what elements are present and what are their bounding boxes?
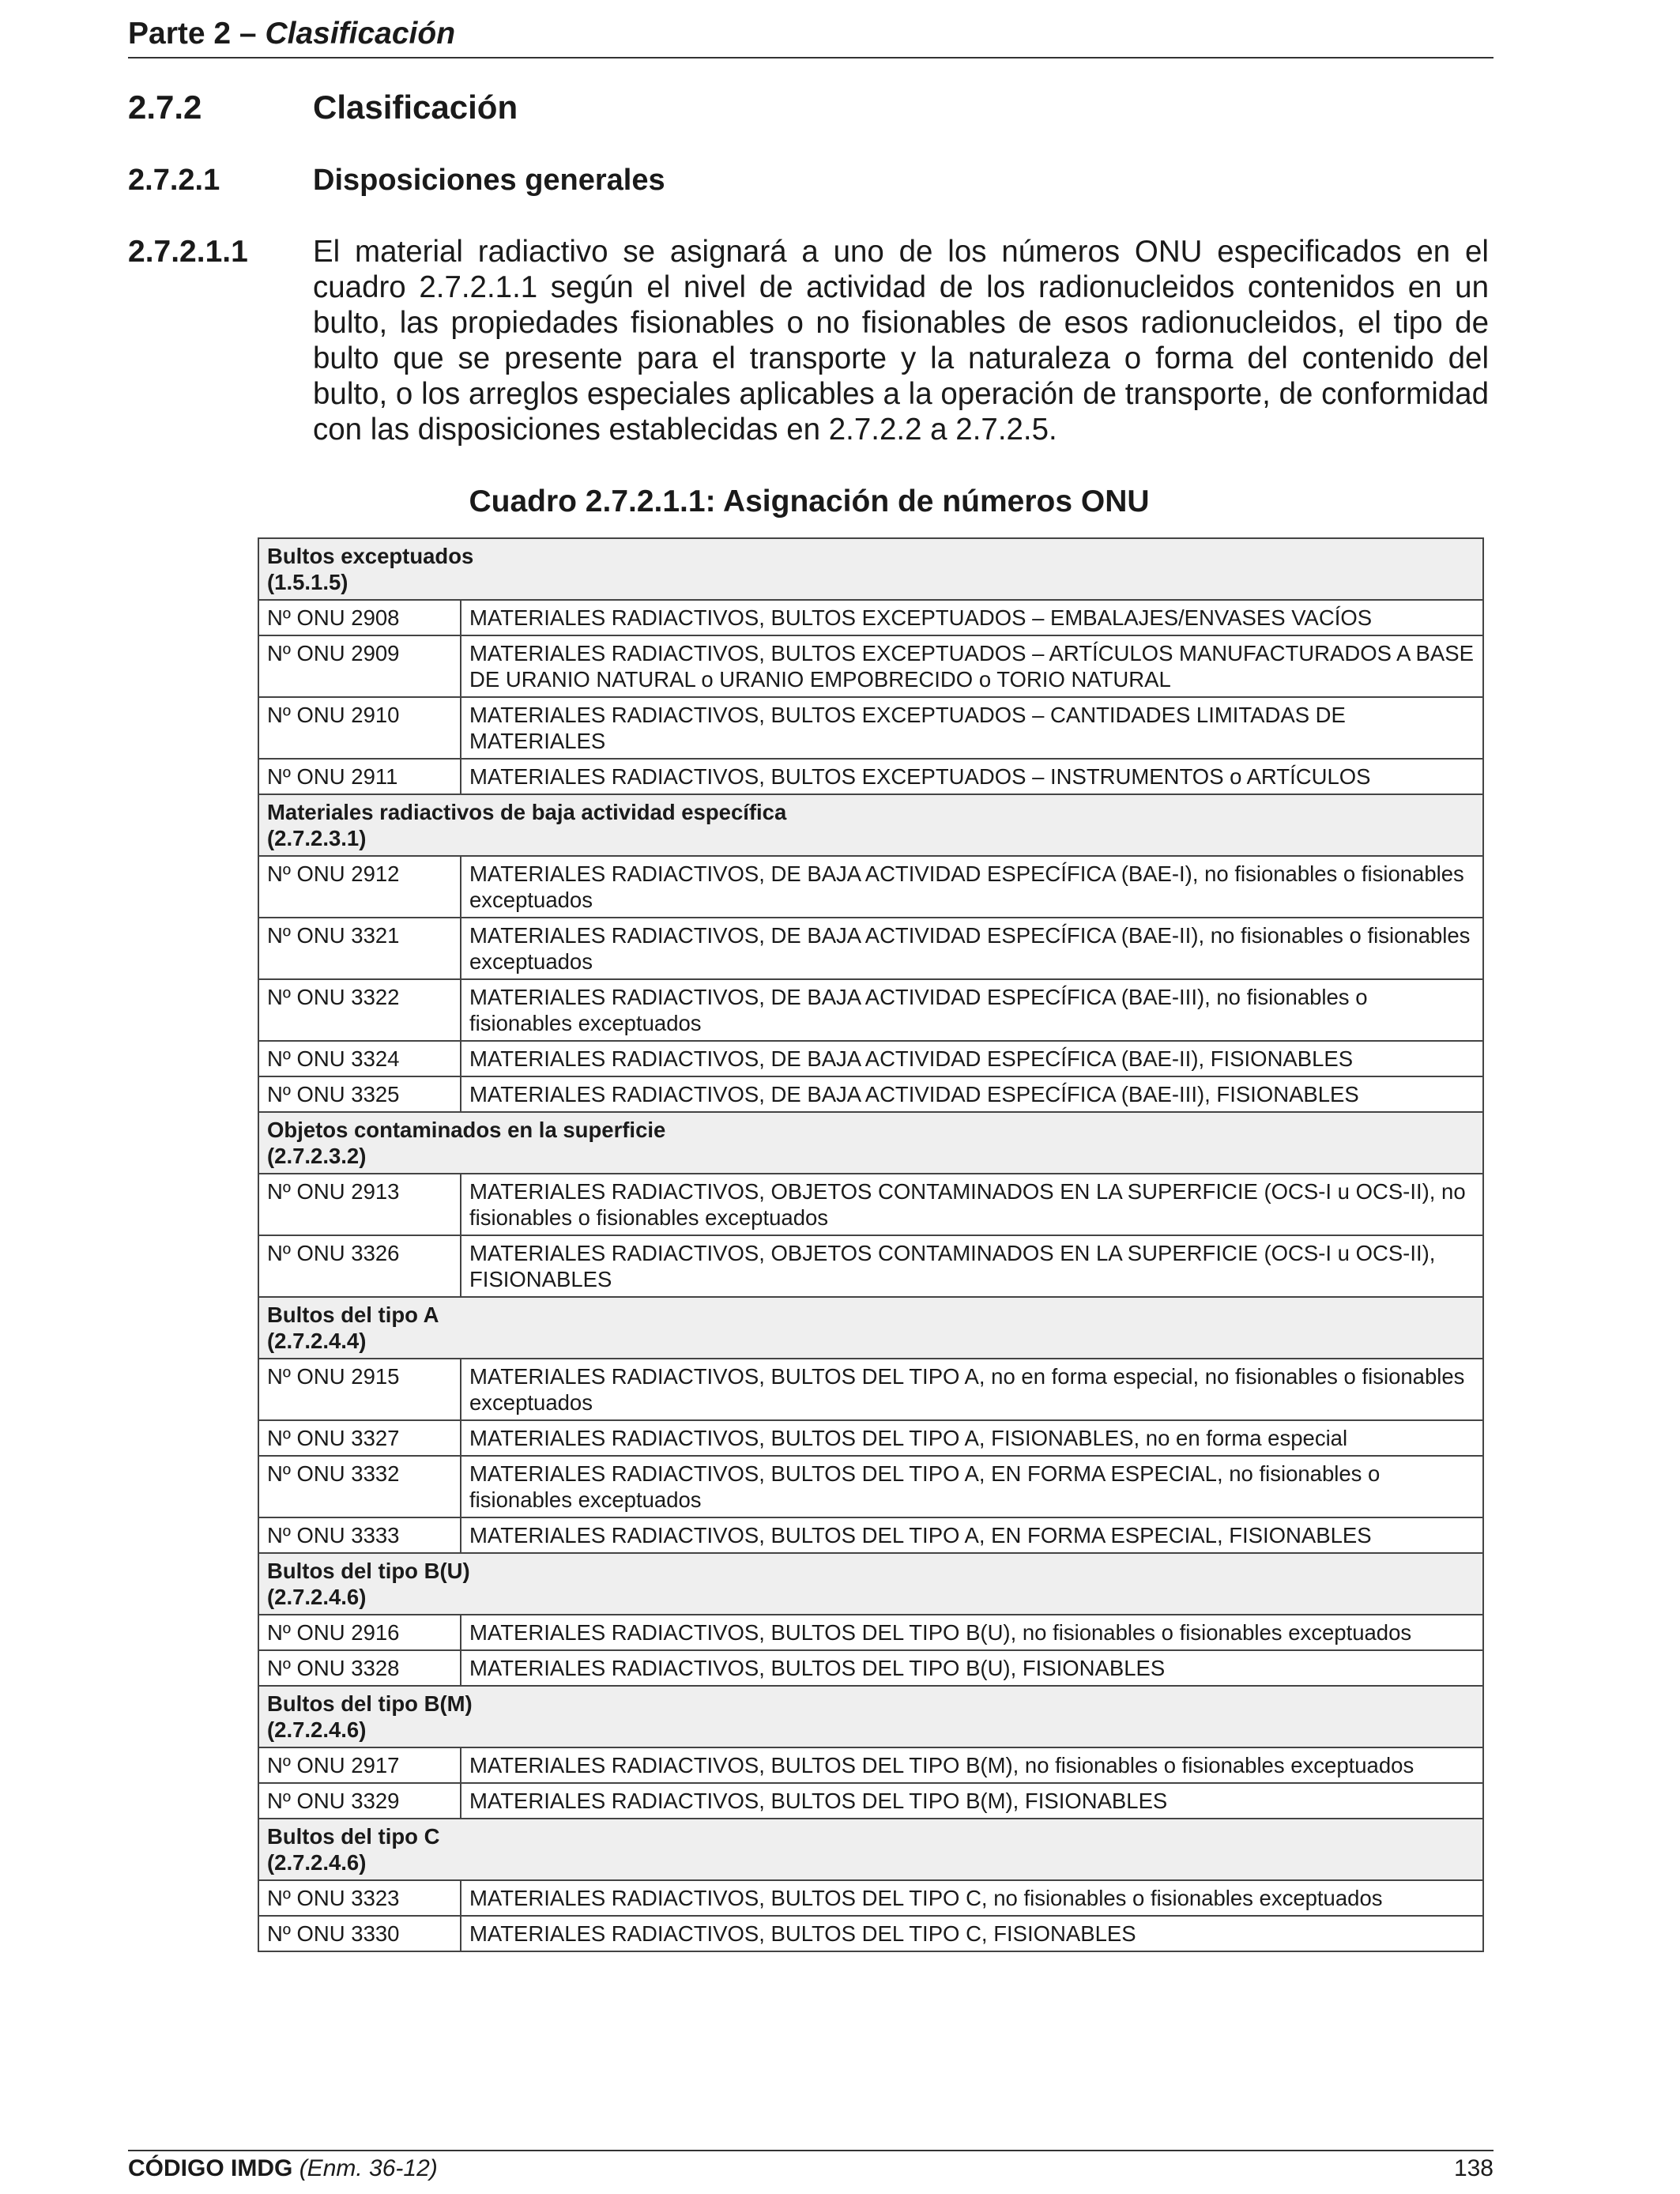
description-cell: MATERIALES RADIACTIVOS, BULTOS EXCEPTUADOS – EMBALAJES/ENVASES VACÍOS (461, 600, 1483, 635)
group-reference: (2.7.2.4.6) (267, 1717, 367, 1742)
running-footer (128, 2150, 1494, 2186)
header-part: Parte 2 – (128, 17, 266, 51)
description-cell: MATERIALES RADIACTIVOS, BULTOS DEL TIPO A, EN FORMA ESPECIAL, FISIONABLES (461, 1517, 1483, 1553)
description-cell: MATERIALES RADIACTIVOS, DE BAJA ACTIVIDAD ESPECÍFICA (BAE-II), no fisionables o fisionables exceptuados (461, 918, 1483, 979)
description-cell: MATERIALES RADIACTIVOS, BULTOS DEL TIPO A, FISIONABLES, no en forma especial (461, 1420, 1483, 1456)
group-heading-cell (258, 1112, 1483, 1174)
running-header (128, 14, 1494, 58)
table-row (258, 1747, 1483, 1783)
description-cell: MATERIALES RADIACTIVOS, DE BAJA ACTIVIDAD ESPECÍFICA (BAE-III), no fisionables o fisionables exceptuados (461, 979, 1483, 1041)
table-group-row (258, 794, 1483, 856)
group-heading-cell (258, 1819, 1483, 1880)
un-number-cell: Nº ONU 2915 (258, 1359, 461, 1420)
table-row (258, 1650, 1483, 1686)
group-heading-cell (258, 1553, 1483, 1615)
group-heading-cell (258, 538, 1483, 600)
table-group-row (258, 1819, 1483, 1880)
section-title: Clasificación (313, 89, 518, 126)
group-title: Bultos del tipo B(M) (267, 1691, 473, 1716)
group-title: Materiales radiactivos de baja actividad específica (267, 800, 787, 824)
description-cell: MATERIALES RADIACTIVOS, OBJETOS CONTAMINADOS EN LA SUPERFICIE (OCS-I u OCS-II), FISIONABLES (461, 1235, 1483, 1297)
description-cell: MATERIALES RADIACTIVOS, DE BAJA ACTIVIDAD ESPECÍFICA (BAE-I), no fisionables o fisionables exceptuados (461, 856, 1483, 918)
un-number-cell: Nº ONU 3332 (258, 1456, 461, 1517)
table-row (258, 1615, 1483, 1650)
table-row (258, 1041, 1483, 1076)
table-row (258, 635, 1483, 697)
description-cell: MATERIALES RADIACTIVOS, BULTOS DEL TIPO B(U), no fisionables o fisionables exceptuados (461, 1615, 1483, 1650)
table-group-row (258, 538, 1483, 600)
subsection-title: Disposiciones generales (313, 164, 665, 197)
un-number-cell: Nº ONU 2913 (258, 1174, 461, 1235)
description-cell: MATERIALES RADIACTIVOS, BULTOS EXCEPTUADOS – CANTIDADES LIMITADAS DE MATERIALES (461, 697, 1483, 759)
description-cell: MATERIALES RADIACTIVOS, BULTOS EXCEPTUADOS – INSTRUMENTOS o ARTÍCULOS (461, 759, 1483, 794)
un-number-cell: Nº ONU 2912 (258, 856, 461, 918)
un-number-cell: Nº ONU 3333 (258, 1517, 461, 1553)
group-title: Bultos del tipo A (267, 1302, 439, 1327)
table-group-row (258, 1112, 1483, 1174)
table-row (258, 697, 1483, 759)
group-reference: (2.7.2.3.1) (267, 826, 367, 850)
un-number-cell: Nº ONU 3327 (258, 1420, 461, 1456)
un-number-cell: Nº ONU 3325 (258, 1076, 461, 1112)
group-heading-cell (258, 1686, 1483, 1747)
description-cell: MATERIALES RADIACTIVOS, BULTOS DEL TIPO C, no fisionables o fisionables exceptuados (461, 1880, 1483, 1916)
group-title: Bultos del tipo C (267, 1824, 440, 1849)
table-row (258, 918, 1483, 979)
table-row (258, 1916, 1483, 1951)
description-cell: MATERIALES RADIACTIVOS, BULTOS DEL TIPO B(M), no fisionables o fisionables exceptuados (461, 1747, 1483, 1783)
table-row (258, 759, 1483, 794)
page-number: 138 (1453, 2155, 1494, 2181)
un-number-cell: Nº ONU 3330 (258, 1916, 461, 1951)
table-row (258, 1235, 1483, 1297)
table-row (258, 1174, 1483, 1235)
group-reference: (1.5.1.5) (267, 570, 348, 594)
group-title: Bultos del tipo B(U) (267, 1559, 470, 1583)
table-row (258, 1359, 1483, 1420)
group-reference: (2.7.2.3.2) (267, 1144, 367, 1168)
group-heading-cell (258, 1297, 1483, 1359)
un-number-cell: Nº ONU 2917 (258, 1747, 461, 1783)
header-part-title: Clasificación (265, 17, 456, 51)
table-group-row (258, 1553, 1483, 1615)
description-cell: MATERIALES RADIACTIVOS, BULTOS DEL TIPO B(M), FISIONABLES (461, 1783, 1483, 1819)
un-number-cell: Nº ONU 2916 (258, 1615, 461, 1650)
section-number: 2.7.2 (128, 89, 202, 126)
description-cell: MATERIALES RADIACTIVOS, BULTOS DEL TIPO C, FISIONABLES (461, 1916, 1483, 1951)
description-cell: MATERIALES RADIACTIVOS, BULTOS DEL TIPO B(U), FISIONABLES (461, 1650, 1483, 1686)
description-cell: MATERIALES RADIACTIVOS, OBJETOS CONTAMINADOS EN LA SUPERFICIE (OCS-I u OCS-II), no fisionables o fisionables exceptuados (461, 1174, 1483, 1235)
table-group-row (258, 1686, 1483, 1747)
group-heading-cell (258, 794, 1483, 856)
table-row (258, 1783, 1483, 1819)
table-row (258, 1880, 1483, 1916)
paragraph-number: 2.7.2.1.1 (128, 235, 248, 269)
description-cell: MATERIALES RADIACTIVOS, DE BAJA ACTIVIDAD ESPECÍFICA (BAE-II), FISIONABLES (461, 1041, 1483, 1076)
un-number-cell: Nº ONU 2909 (258, 635, 461, 697)
table-row (258, 1420, 1483, 1456)
un-number-cell: Nº ONU 3324 (258, 1041, 461, 1076)
un-number-cell: Nº ONU 2910 (258, 697, 461, 759)
un-number-cell: Nº ONU 2908 (258, 600, 461, 635)
group-title: Objetos contaminados en la superficie (267, 1118, 666, 1142)
group-reference: (2.7.2.4.6) (267, 1585, 367, 1609)
table-group-row (258, 1297, 1483, 1359)
group-title: Bultos exceptuados (267, 544, 474, 568)
un-number-cell: Nº ONU 3326 (258, 1235, 461, 1297)
un-number-cell: Nº ONU 2911 (258, 759, 461, 794)
table-row (258, 1456, 1483, 1517)
un-number-cell: Nº ONU 3321 (258, 918, 461, 979)
un-number-cell: Nº ONU 3322 (258, 979, 461, 1041)
un-number-cell: Nº ONU 3328 (258, 1650, 461, 1686)
footer-code: CÓDIGO IMDG (128, 2155, 293, 2181)
description-cell: MATERIALES RADIACTIVOS, DE BAJA ACTIVIDAD ESPECÍFICA (BAE-III), FISIONABLES (461, 1076, 1483, 1112)
description-cell: MATERIALES RADIACTIVOS, BULTOS DEL TIPO A, EN FORMA ESPECIAL, no fisionables o fisionables exceptuados (461, 1456, 1483, 1517)
table-caption: Cuadro 2.7.2.1.1: Asignación de números ONU (469, 484, 1150, 518)
table-row (258, 979, 1483, 1041)
table-row (258, 1517, 1483, 1553)
un-number-table (258, 537, 1484, 1952)
group-reference: (2.7.2.4.4) (267, 1329, 367, 1353)
section-heading (128, 85, 518, 130)
footer-edition: (Enm. 36-12) (299, 2155, 438, 2181)
paragraph-text: El material radiactivo se asignará a uno de los números ONU especificados en el cuadro 2.7.2.1.1 según el nivel de actividad de los radionucleidos contenidos en un bulto, las propiedades fisionables o no fisionables de esos radionucleidos, el tipo de bulto que se presente para el transporte y la naturaleza o forma del contenido del bulto, o los arreglos especiales aplicables a la operación de transporte, de conformidad con las disposiciones establecidas en 2.7.2.2 a 2.7.2.5. (313, 235, 1489, 447)
description-cell: MATERIALES RADIACTIVOS, BULTOS EXCEPTUADOS – ARTÍCULOS MANUFACTURADOS A BASE DE URANIO NATURAL o URANIO EMPOBRECIDO o TORIO NATURAL (461, 635, 1483, 697)
group-reference: (2.7.2.4.6) (267, 1850, 367, 1875)
table-row (258, 1076, 1483, 1112)
subsection-number: 2.7.2.1 (128, 164, 220, 197)
un-number-cell: Nº ONU 3323 (258, 1880, 461, 1916)
table-row (258, 600, 1483, 635)
table-row (258, 856, 1483, 918)
description-cell: MATERIALES RADIACTIVOS, BULTOS DEL TIPO A, no en forma especial, no fisionables o fisionables exceptuados (461, 1359, 1483, 1420)
subsection-heading (128, 160, 665, 201)
un-number-cell: Nº ONU 3329 (258, 1783, 461, 1819)
